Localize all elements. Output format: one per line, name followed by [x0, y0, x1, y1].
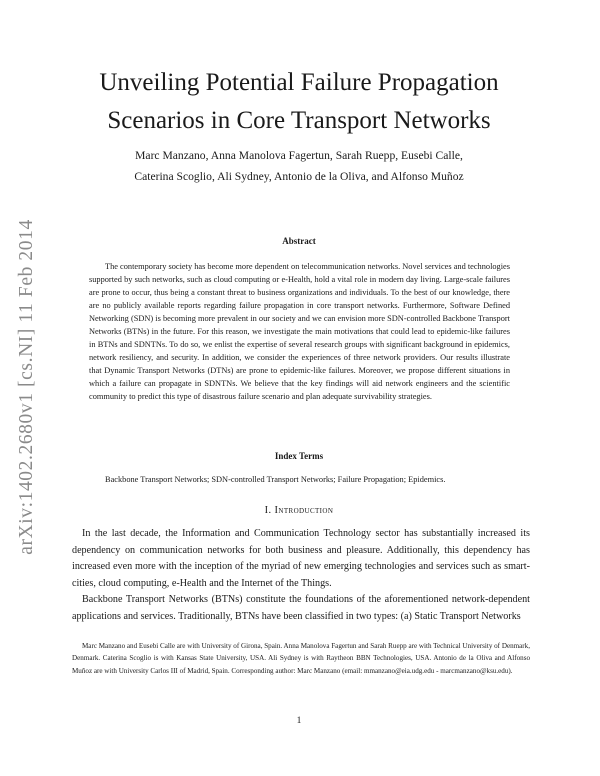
intro-paragraph-2: Backbone Transport Networks (BTNs) constitute the foundations of the aforementioned network-dependent applications and services. Traditionally, BTNs have been classified in two types: (a) Static Transport Networks — [72, 594, 530, 622]
abstract-body — [89, 260, 510, 404]
introduction-body — [72, 526, 530, 625]
abstract-heading: Abstract — [282, 236, 316, 246]
author-line-2: Caterina Scoglio, Ali Sydney, Antonio de la Oliva, and Alfonso Muñoz — [134, 170, 464, 183]
intro-paragraph-1: In the last decade, the Information and Communication Technology sector has substantially increased its dependency on communication networks for both business and pleasure. Additionally, this dependency has increased even more with the inception of the myriad of new emerging technologies and services such as smart-cities, cloud computing, e-Health and the Internet of the Things. — [72, 528, 530, 589]
paper-title: Unveiling Potential Failure Propagation Scenarios in Core Transport Networks — [99, 69, 499, 134]
footnote-text: Marc Manzano and Eusebi Calle are with University of Girona, Spain. Anna Manolova Fagertun and Sarah Ruepp are with Technical University of Denmark, Denmark. Caterina Scoglio is with Kansas State University, USA. Ali Sydney is with Raytheon BBN Technologies, USA. Antonio de la Oliva and Alfonso Muñoz are with University Carlos III of Madrid, Spain. Corresponding author: Marc Manzano (email: mmanzano@eia.udg.edu - marcmanzano@ksu.edu). — [72, 642, 530, 675]
page-number: 1 — [296, 716, 302, 726]
section-title: Introduction — [274, 505, 334, 516]
abstract-text: The contemporary society has become more dependent on telecommunication networks. Novel services and technologies supported by such networks, such as cloud computing or e-Health, hold a vital role in modern day living. Large-scale failures are prone to occur, thus being a constant threat to business organizations and individuals. To the best of our knowledge, there are no publicly available reports regarding failure propagation in core transport networks. Furthermore, Software Defined Networking (SDN) is becoming more prevalent in our society and we can envision more SDN-controlled Backbone Transport Networks (BTNs) in the future. For this reason, we investigate the main motivations that could lead to epidemic-like failures in BTNs and SDNTNs. To do so, we enlist the expertise of several research groups with significant background in epidemics, network resiliency, and security. In addition, we consider the experiences of three network providers. Our results illustrate that Dynamic Transport Networks (DTNs) are prone to epidemic-like failures. Moreover, we propose different situations in which a failure can propagate in SDNTNs. We believe that the key findings will aid network engineers and the scientific community to predict this type of disastrous failure scenario and plan adequate survivability strategies. — [89, 262, 511, 402]
index-terms-heading: Index Terms — [274, 451, 324, 461]
index-terms-text: Backbone Transport Networks; SDN-controlled Transport Networks; Failure Propagation; Epidemics. — [105, 475, 446, 484]
author-list — [80, 145, 518, 187]
author-line-1: Marc Manzano, Anna Manolova Fagertun, Sarah Ruepp, Eusebi Calle, — [135, 149, 463, 162]
section-heading — [60, 505, 538, 516]
section-number: I. — [264, 505, 272, 516]
arxiv-identifier: arXiv:1402.2680v1 [cs.NI] 11 Feb 2014 — [16, 219, 37, 555]
author-footnote — [72, 640, 530, 677]
